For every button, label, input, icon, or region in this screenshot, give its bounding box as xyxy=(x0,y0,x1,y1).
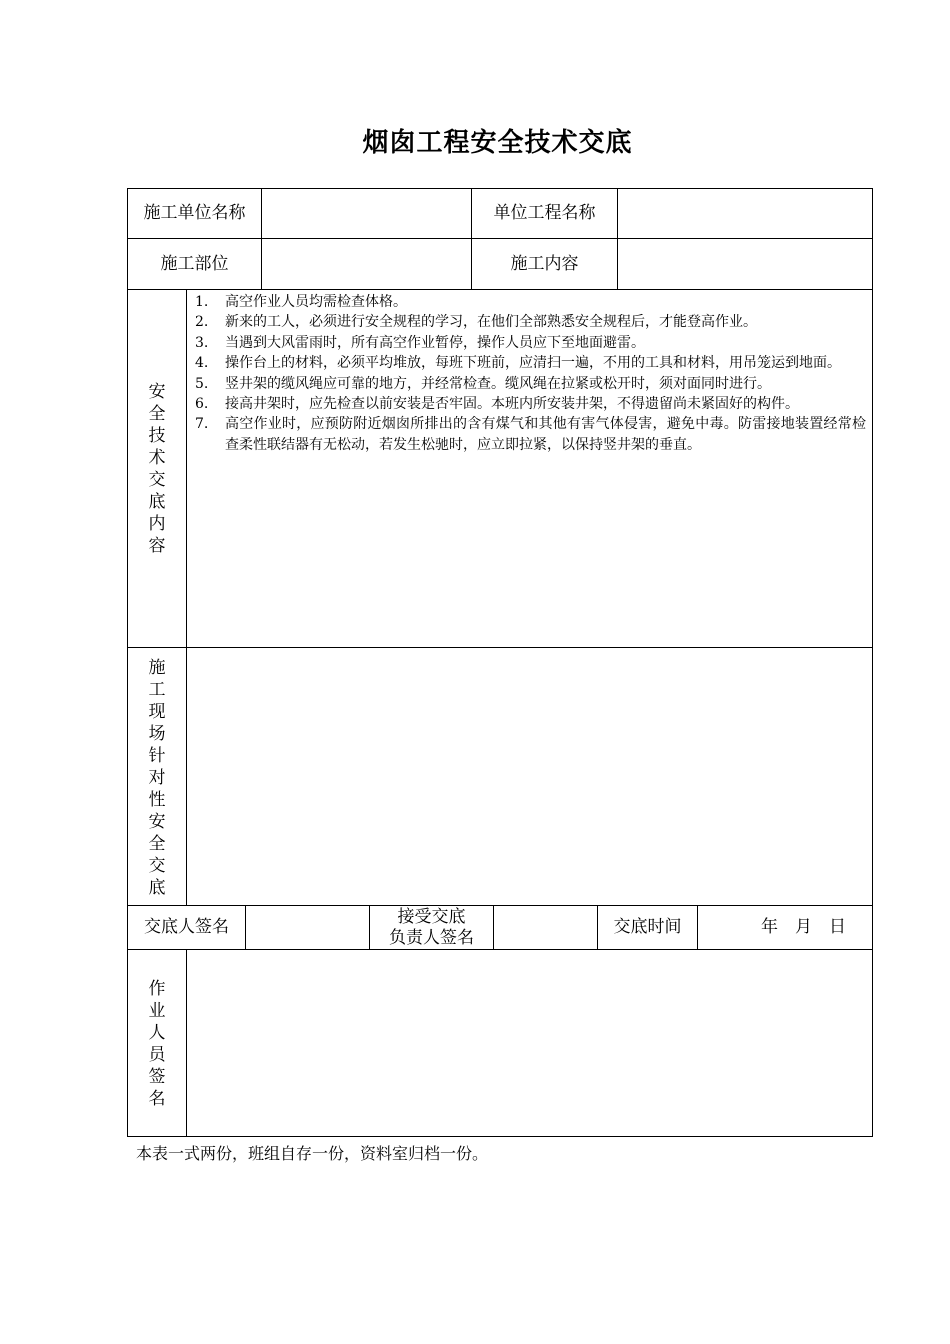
list-item xyxy=(195,333,866,353)
item-number: 2. xyxy=(195,314,209,331)
receiver-signature-field[interactable] xyxy=(493,905,598,950)
receiver-label-line2: 负责人签名 xyxy=(389,927,474,948)
item-number: 6. xyxy=(195,396,209,413)
label-char: 作 xyxy=(148,979,166,999)
worker-signature-label xyxy=(127,949,187,1137)
safety-content-body xyxy=(186,289,873,648)
label-char: 场 xyxy=(148,724,166,744)
label-char: 名 xyxy=(148,1089,166,1109)
item-text: 操作台上的材料，必须平均堆放，每班下班前，应清扫一遍，不用的工具和材料，用吊笼运到地面。 xyxy=(225,355,841,372)
item-number: 3. xyxy=(195,334,209,351)
label-char: 容 xyxy=(148,536,166,556)
construction-part-label xyxy=(127,238,262,290)
discloser-signature-label-text: 交底人签名 xyxy=(144,917,229,937)
list-item xyxy=(195,394,866,414)
unit-name-label-text: 施工单位名称 xyxy=(143,203,246,223)
project-name-label xyxy=(471,188,618,239)
construction-content-label xyxy=(471,238,618,290)
item-text: 新来的工人，必须进行安全规程的学习，在他们全部熟悉安全规程后，才能登高作业。 xyxy=(225,314,757,331)
label-char: 内 xyxy=(148,514,166,534)
label-char: 人 xyxy=(148,1023,166,1043)
construction-content-field[interactable] xyxy=(617,238,873,290)
list-item xyxy=(195,312,866,332)
list-item xyxy=(195,414,866,455)
label-char: 全 xyxy=(148,404,166,424)
project-name-label-text: 单位工程名称 xyxy=(493,203,596,223)
list-item xyxy=(195,292,866,312)
item-number: 1. xyxy=(195,294,209,310)
item-text: 接高井架时，应先检查以前安装是否牢固。本班内所安装井架，不得遗留尚未紧固好的构件。 xyxy=(225,396,799,413)
label-char: 底 xyxy=(148,492,166,512)
construction-part-label-text: 施工部位 xyxy=(160,253,229,274)
page-title: 烟囱工程安全技术交底 xyxy=(362,128,633,158)
label-char: 交 xyxy=(148,856,166,876)
label-char: 底 xyxy=(148,878,166,898)
label-char: 针 xyxy=(148,746,166,766)
footnote: 本表一式两份，班组自存一份，资料室归档一份。 xyxy=(136,1144,489,1163)
label-char: 交 xyxy=(148,470,166,490)
construction-content-label-text: 施工内容 xyxy=(510,253,579,274)
label-char: 业 xyxy=(148,1001,166,1021)
safety-content-label xyxy=(127,289,187,648)
item-number: 5. xyxy=(195,375,209,392)
receiver-signature-label xyxy=(369,905,494,950)
label-char: 性 xyxy=(148,790,166,810)
item-number: 4. xyxy=(195,355,209,372)
site-disclosure-field[interactable] xyxy=(186,647,873,906)
label-char: 现 xyxy=(148,702,166,722)
list-item xyxy=(195,374,866,394)
disclosure-time-label-text: 交底时间 xyxy=(613,917,682,937)
item-text: 高空作业时，应预防附近烟囱所排出的含有煤气和其他有害气体侵害，避免中毒。防雷接地装置经常检查柔性联结器有无松动，若发生松驰时，应立即拉紧，以保持竖井架的垂直。 xyxy=(225,416,866,453)
label-char: 施 xyxy=(148,658,166,678)
discloser-signature-field[interactable] xyxy=(245,905,370,950)
discloser-signature-label xyxy=(127,905,246,950)
date-text: 年 月 日 xyxy=(761,917,846,937)
label-char: 术 xyxy=(148,448,166,468)
item-number: 7. xyxy=(195,416,209,433)
unit-name-label xyxy=(127,188,262,239)
label-char: 安 xyxy=(148,812,166,832)
site-disclosure-label xyxy=(127,647,187,906)
item-text: 高空作业人员均需检查体格。 xyxy=(225,294,407,310)
unit-name-field[interactable] xyxy=(261,188,472,239)
receiver-label-line1: 接受交底 xyxy=(397,906,466,927)
label-char: 全 xyxy=(148,834,166,854)
list-item xyxy=(195,353,866,373)
safety-rules-list xyxy=(195,292,866,455)
disclosure-time-label xyxy=(597,905,698,950)
worker-signature-field[interactable] xyxy=(186,949,873,1137)
label-char: 对 xyxy=(148,768,166,788)
item-text: 竖井架的缆风绳应可靠的地方，并经常检查。缆风绳在拉紧或松开时，须对面同时进行。 xyxy=(225,375,771,392)
label-char: 工 xyxy=(148,680,166,700)
label-char: 员 xyxy=(148,1045,166,1065)
label-char: 技 xyxy=(148,426,166,446)
project-name-field[interactable] xyxy=(617,188,873,239)
construction-part-field[interactable] xyxy=(261,238,472,290)
item-text: 当遇到大风雷雨时，所有高空作业暂停，操作人员应下至地面避雷。 xyxy=(225,334,645,351)
label-char: 签 xyxy=(148,1067,166,1087)
disclosure-date-field[interactable] xyxy=(697,905,873,950)
label-char: 安 xyxy=(148,382,166,402)
